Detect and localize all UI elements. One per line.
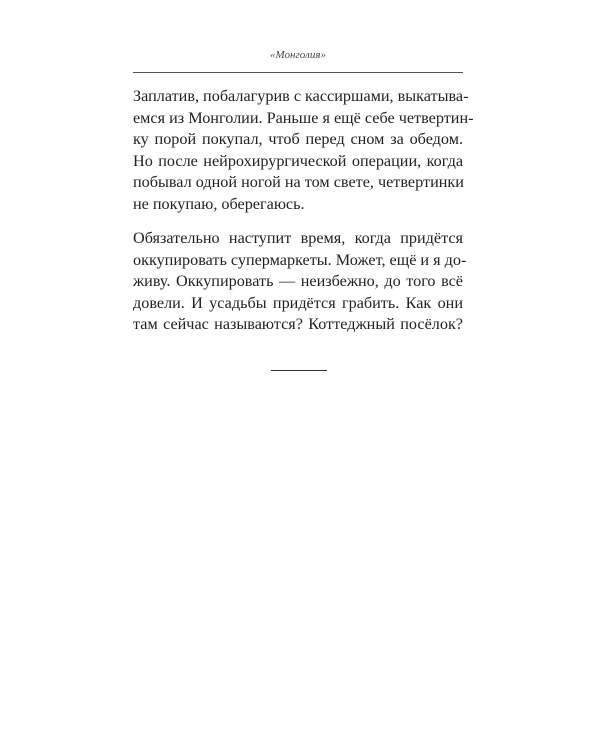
text-line: не покупаю, оберегаюсь. xyxy=(133,194,305,213)
header-rule xyxy=(133,72,463,73)
text-line: довели. И усадьбы придётся грабить. Как они xyxy=(133,293,463,312)
text-line: побывал одной ногой на том свете, четвертинки xyxy=(133,173,464,192)
running-head: «Монголия» xyxy=(270,49,326,61)
text-line: Заплатив, побалагурив с кассиршами, выкатыва- xyxy=(133,87,469,105)
section-end-rule xyxy=(271,370,327,371)
text-line: емся из Монголии. Раньше я ещё себе четвертин- xyxy=(133,108,474,127)
paragraph-1 xyxy=(133,86,474,216)
text-line: ку порой покупал, чтоб перед сном за обедом. xyxy=(133,130,463,149)
text-line: Но после нейрохирургической операции, когда xyxy=(133,151,463,170)
text-line: Обязательно наступит время, когда придётся xyxy=(133,229,463,247)
text-line: живу. Оккупировать — неизбежно, до того всё xyxy=(133,272,463,291)
text-line: оккупировать супермаркеты. Может, ещё и я до- xyxy=(133,250,467,269)
paragraph-2 xyxy=(133,228,467,336)
text-line: там сейчас называются? Коттеджный посёлок? xyxy=(133,315,463,334)
